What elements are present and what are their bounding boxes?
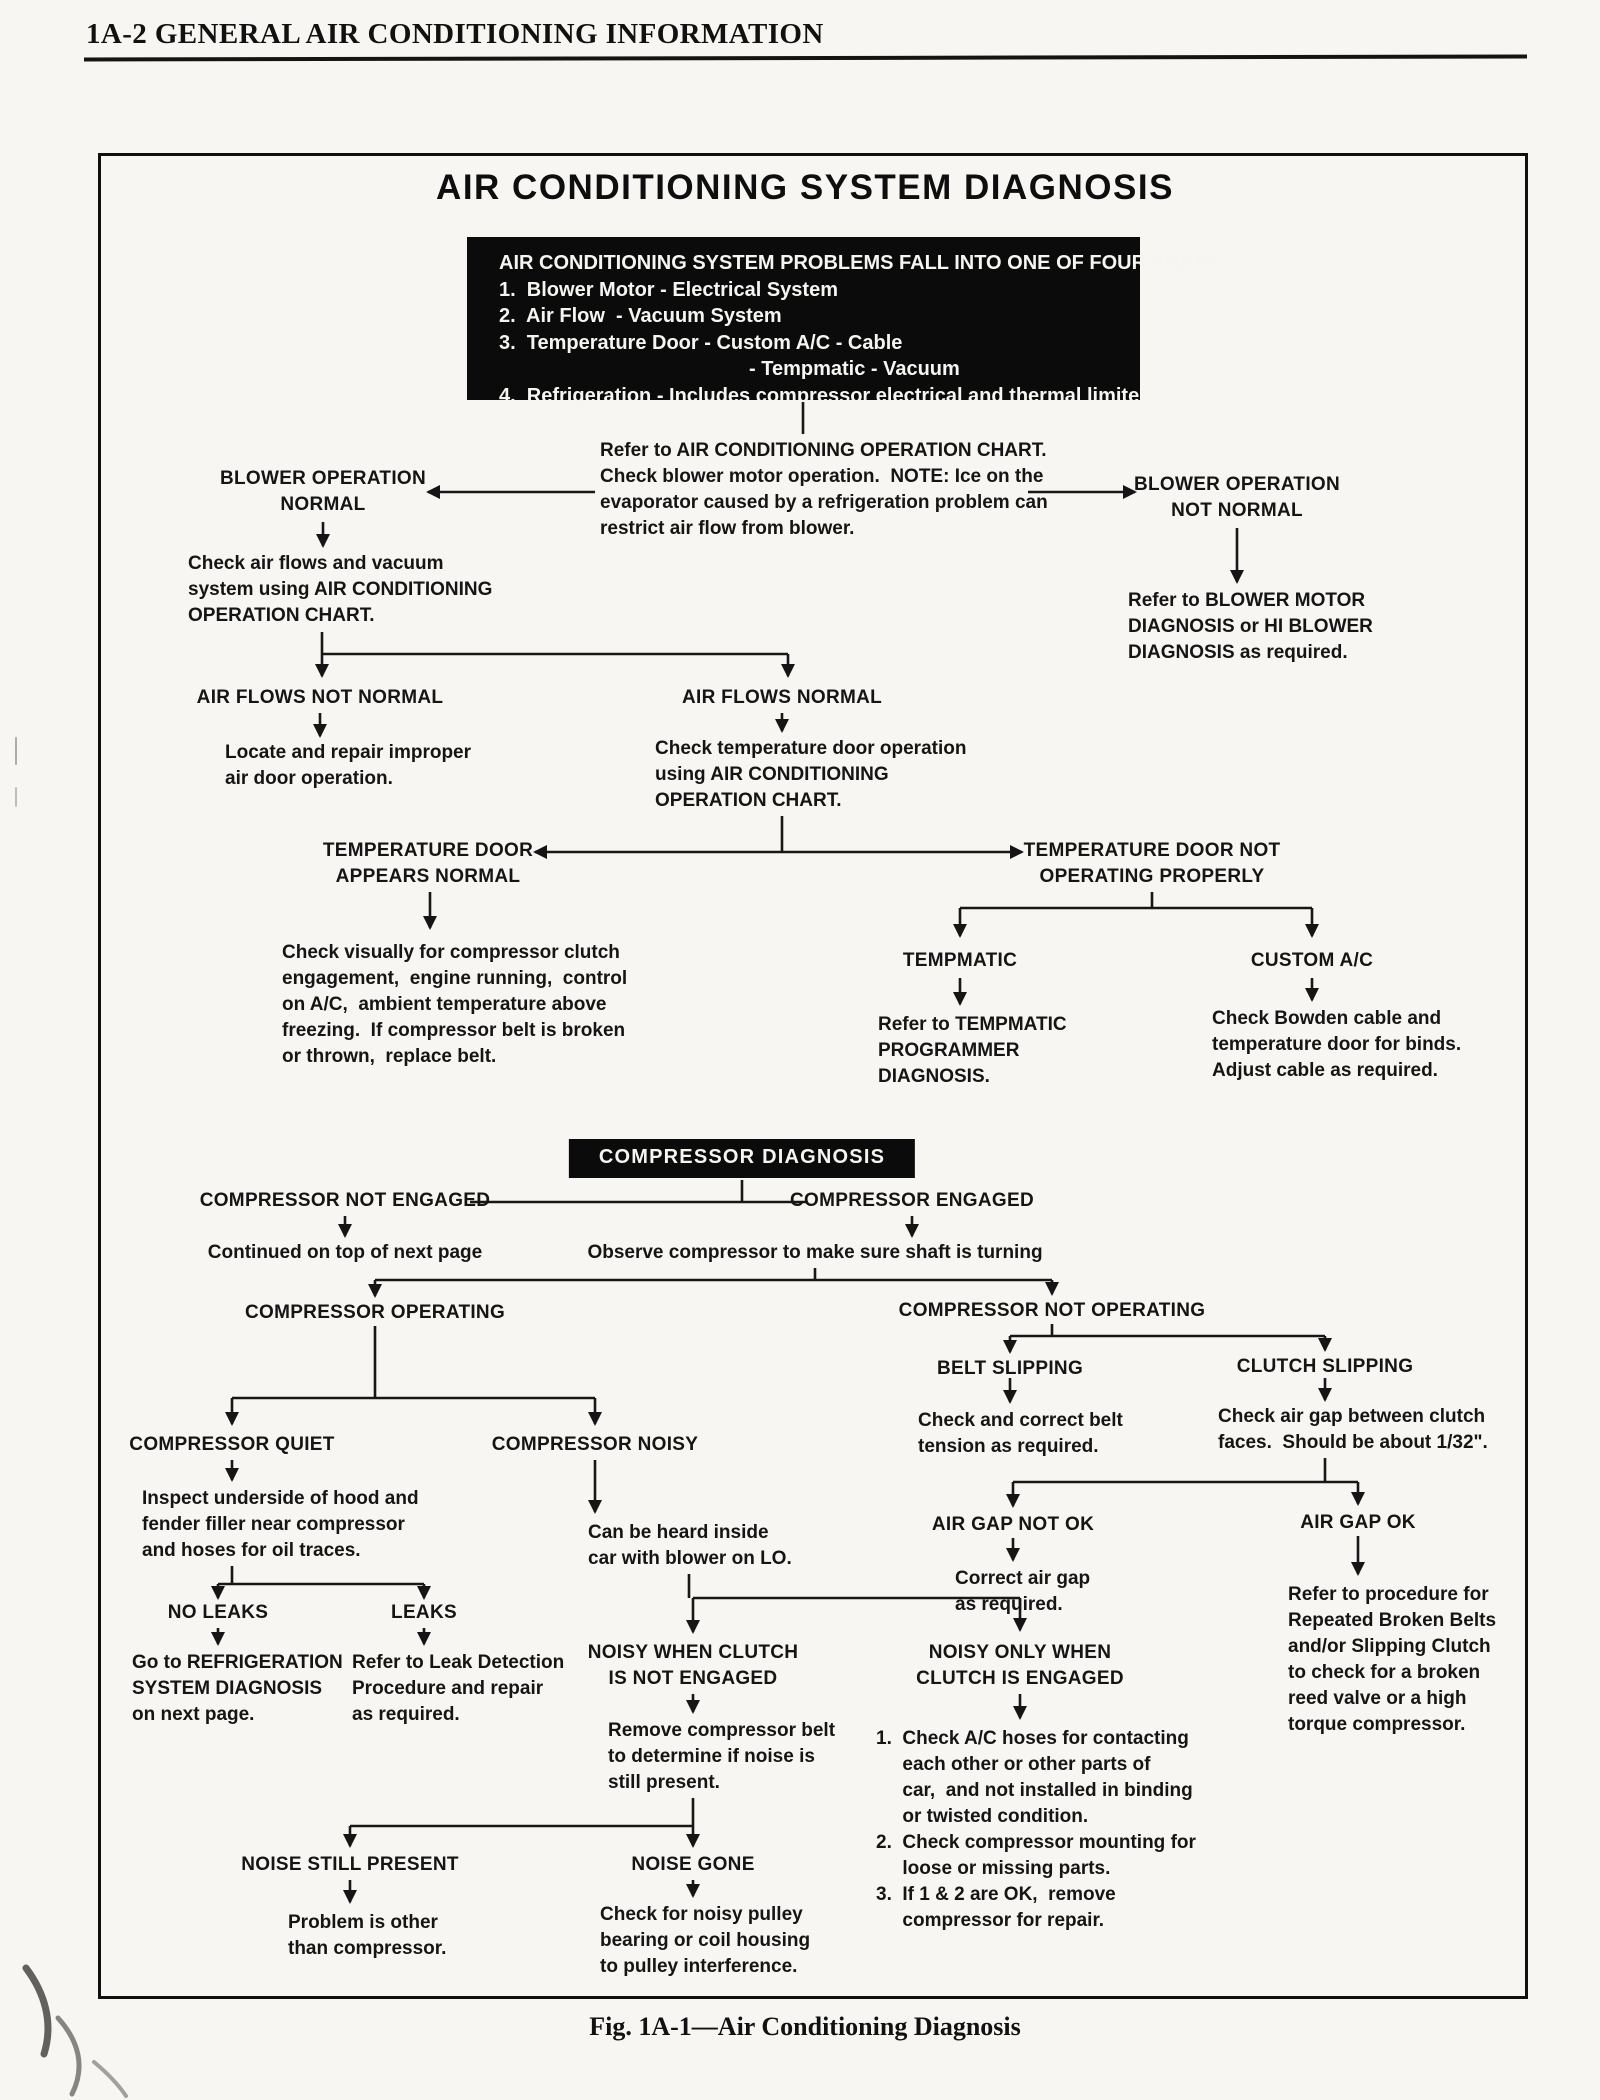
node-remove-compressor-belt: Remove compressor belt to determine if noise is still present. — [608, 1720, 836, 1793]
node-observe-compressor: Observe compressor to make sure shaft is turning — [587, 1242, 1043, 1263]
node-noisy-clutch-not-engaged: NOISY WHEN CLUTCH IS NOT ENGAGED — [587, 1642, 799, 1689]
problem-item-4: 4. Refrigeration - Includes compressor electrical and thermal limiter — [499, 384, 1147, 407]
node-refer-blower-motor-diagnosis: Refer to BLOWER MOTOR DIAGNOSIS or HI BLOWER DIAGNOSIS as required. — [1128, 590, 1373, 663]
node-tempmatic: TEMPMATIC — [902, 950, 1018, 971]
node-continued-next-page: Continued on top of next page — [207, 1242, 483, 1263]
node-check-visually-clutch: Check visually for compressor clutch engagement, engine running, control on A/C, ambient temperature above freezing. If compressor belt is broken or thrown, replace belt. — [282, 942, 628, 1067]
node-noisy-only-clutch-engaged: NOISY ONLY WHEN CLUTCH IS ENGAGED — [916, 1642, 1124, 1689]
problem-areas-box — [467, 237, 1228, 407]
node-check-ac-hoses-list: 1. Check A/C hoses for contacting each other or other parts of car, and not installed in binding or twisted condition. 2. Check compressor mounting for loose or missing parts. 3. If 1 & 2 are OK, remove compressor for repair. — [876, 1728, 1196, 1931]
chart-title: AIR CONDITIONING SYSTEM DIAGNOSIS — [436, 168, 1174, 207]
node-refer-operation-chart: Refer to AIR CONDITIONING OPERATION CHART. Check blower motor operation. NOTE: Ice on the evaporator caused by a refrigeration problem can restrict air flow from blower. — [600, 440, 1048, 539]
node-temp-door-not-operating: TEMPERATURE DOOR NOT OPERATING PROPERLY — [1023, 840, 1281, 887]
node-check-air-flows: Check air flows and vacuum system using AIR CONDITIONING OPERATION CHART. — [188, 553, 493, 626]
node-compressor-noisy: COMPRESSOR NOISY — [491, 1434, 699, 1455]
node-refer-broken-belts-procedure: Refer to procedure for Repeated Broken Belts and/or Slipping Clutch to check for a broken reed valve or a high torque compressor. — [1288, 1584, 1497, 1735]
figure-caption: Fig. 1A-1—Air Conditioning Diagnosis — [589, 2012, 1021, 2041]
node-refer-tempmatic-programmer: Refer to TEMPMATIC PROGRAMMER DIAGNOSIS. — [878, 1014, 1067, 1087]
problem-item-2: 2. Air Flow - Vacuum System — [499, 305, 782, 327]
node-check-noisy-pulley: Check for noisy pulley bearing or coil housing to pulley interference. — [600, 1904, 811, 1977]
node-noise-still-present: NOISE STILL PRESENT — [241, 1854, 459, 1875]
node-problem-other-than-compressor: Problem is other than compressor. — [288, 1912, 447, 1959]
node-can-be-heard-inside: Can be heard inside car with blower on LO. — [588, 1522, 792, 1569]
page-header: 1A-2 GENERAL AIR CONDITIONING INFORMATION — [86, 18, 824, 50]
node-check-temperature-door: Check temperature door operation using AIR CONDITIONING OPERATION CHART. — [655, 738, 967, 811]
problem-item-1: 1. Blower Motor - Electrical System — [499, 278, 838, 301]
node-check-air-gap: Check air gap between clutch faces. Should be about 1/32". — [1218, 1406, 1488, 1453]
problem-box-heading: AIR CONDITIONING SYSTEM PROBLEMS FALL INTO ONE OF FOUR AREAS: — [499, 252, 1228, 274]
node-custom-ac: CUSTOM A/C — [1250, 950, 1374, 971]
node-noise-gone: NOISE GONE — [631, 1854, 755, 1875]
node-locate-repair-air-door: Locate and repair improper air door operation. — [225, 742, 472, 789]
node-refer-leak-detection: Refer to Leak Detection Procedure and repair as required. — [352, 1652, 565, 1725]
node-check-belt-tension: Check and correct belt tension as required. — [918, 1410, 1123, 1457]
node-air-flows-normal: AIR FLOWS NORMAL — [681, 687, 883, 708]
node-clutch-slipping: CLUTCH SLIPPING — [1236, 1356, 1414, 1377]
node-air-flows-not-normal: AIR FLOWS NOT NORMAL — [196, 687, 444, 708]
problem-item-3: 3. Temperature Door - Custom A/C - Cable — [499, 331, 903, 354]
node-blower-operation-not-normal: BLOWER OPERATION NOT NORMAL — [1133, 474, 1341, 521]
node-compressor-not-engaged: COMPRESSOR NOT ENGAGED — [199, 1190, 491, 1211]
node-compressor-not-operating: COMPRESSOR NOT OPERATING — [898, 1300, 1206, 1321]
node-compressor-engaged: COMPRESSOR ENGAGED — [790, 1190, 1034, 1211]
node-air-gap-not-ok: AIR GAP NOT OK — [931, 1514, 1095, 1535]
node-no-leaks: NO LEAKS — [167, 1602, 269, 1623]
node-air-gap-ok: AIR GAP OK — [1300, 1512, 1416, 1533]
node-belt-slipping: BELT SLIPPING — [936, 1358, 1084, 1379]
node-check-bowden-cable: Check Bowden cable and temperature door for binds. Adjust cable as required. — [1212, 1008, 1462, 1081]
node-temp-door-appears-normal: TEMPERATURE DOOR APPEARS NORMAL — [322, 840, 534, 887]
node-compressor-quiet: COMPRESSOR QUIET — [129, 1434, 335, 1455]
header-rule — [84, 54, 1527, 61]
node-blower-operation-normal: BLOWER OPERATION NORMAL — [219, 468, 427, 515]
node-inspect-underside-hood: Inspect underside of hood and fender filler near compressor and hoses for oil traces. — [142, 1488, 419, 1561]
node-correct-air-gap: Correct air gap as required. — [955, 1568, 1091, 1615]
compressor-diagnosis-box: COMPRESSOR DIAGNOSIS — [569, 1139, 915, 1178]
node-compressor-operating: COMPRESSOR OPERATING — [244, 1302, 506, 1323]
problem-item-3b: - Tempmatic - Vacuum — [749, 358, 960, 380]
node-go-to-refrigeration-diagnosis: Go to REFRIGERATION SYSTEM DIAGNOSIS on next page. — [132, 1652, 343, 1725]
node-leaks: LEAKS — [391, 1602, 457, 1623]
